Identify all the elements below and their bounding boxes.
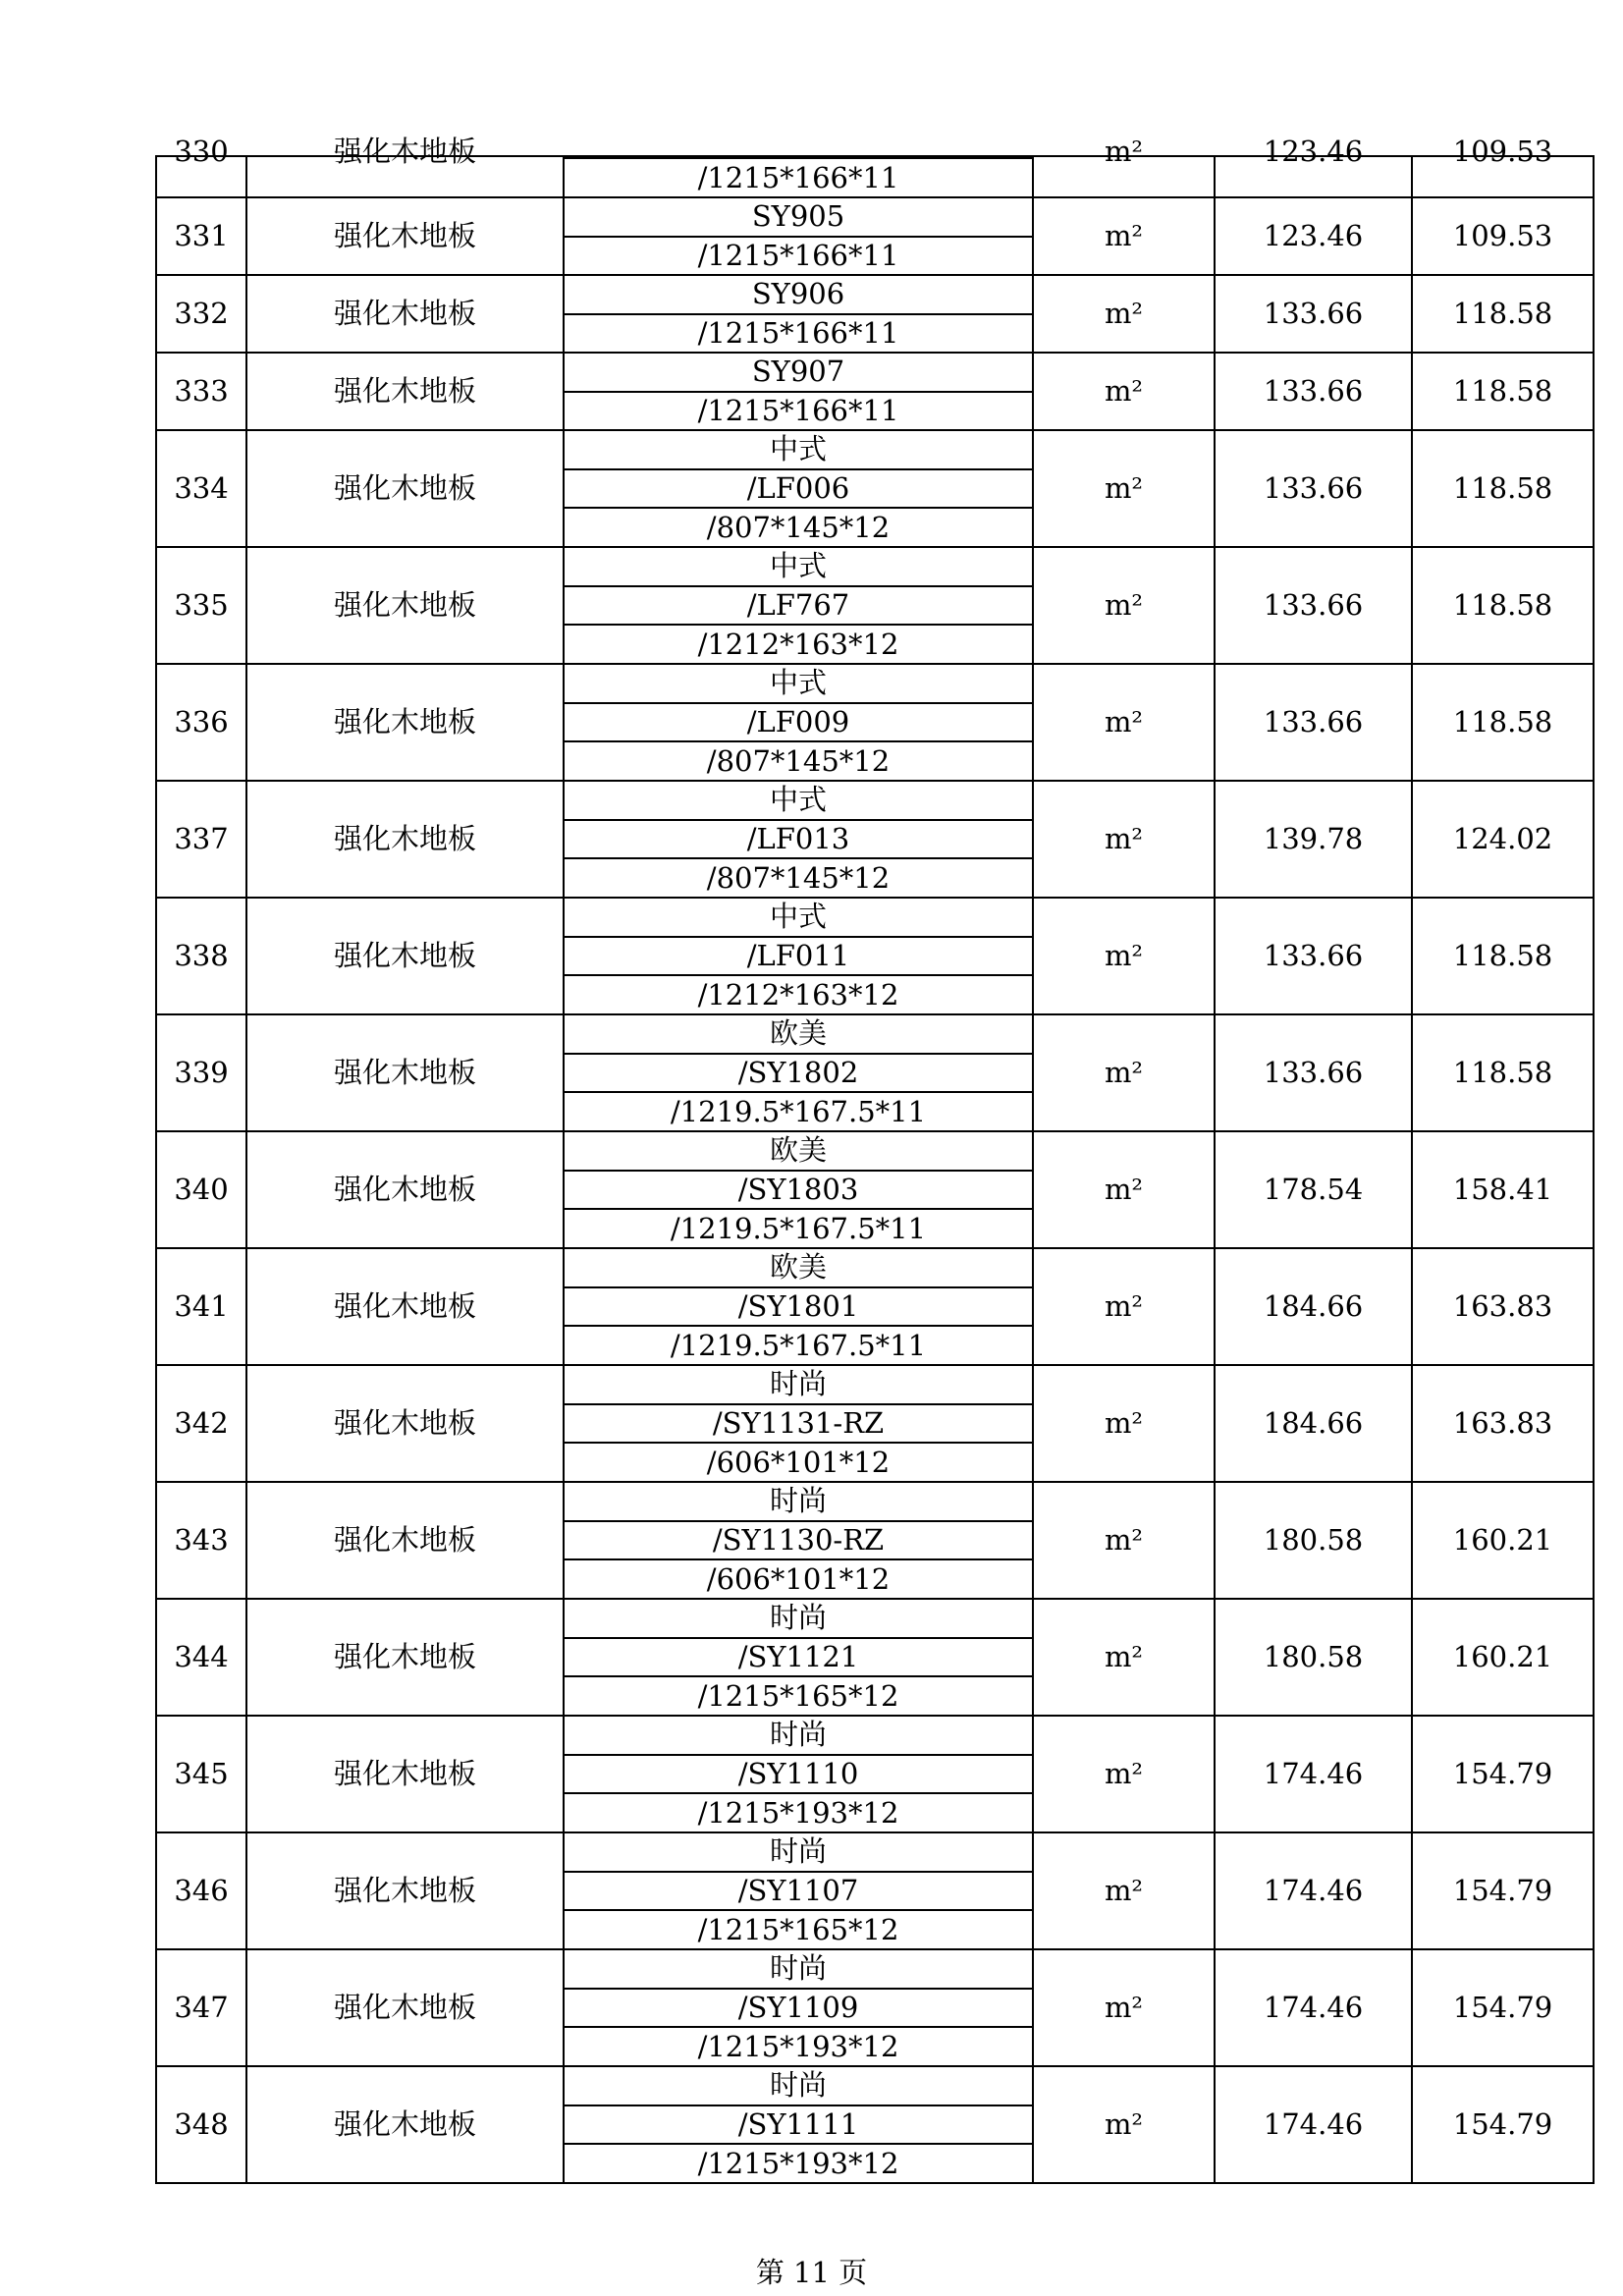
item-name: 强化木地板: [246, 1014, 564, 1131]
item-unit: m²: [1033, 275, 1215, 353]
price-column-1: 139.78: [1215, 781, 1412, 898]
item-unit-text: m²: [1104, 135, 1144, 168]
spec-line: 中式: [565, 431, 1032, 470]
price-column-2: 158.41: [1412, 1131, 1594, 1248]
price-column-2-text: 109.53: [1452, 135, 1553, 168]
item-spec: [564, 1716, 1033, 1832]
price-column-1: 184.66: [1215, 1248, 1412, 1365]
item-number: 337: [156, 781, 246, 898]
spec-line: 时尚: [565, 1717, 1032, 1756]
spec-line: /1215*166*11: [697, 160, 899, 194]
spec-line: /1215*165*12: [697, 1678, 899, 1713]
price-column-2: 154.79: [1412, 2066, 1594, 2183]
price-column-1: 133.66: [1215, 430, 1412, 547]
item-name: 强化木地板: [246, 2066, 564, 2183]
spec-line: 中式: [565, 782, 1032, 821]
item-number: 347: [156, 1949, 246, 2066]
item-unit: m²: [1033, 1599, 1215, 1716]
price-column-2: 124.02: [1412, 781, 1594, 898]
item-number: 334: [156, 430, 246, 547]
page-number: 第 11 页: [755, 2256, 868, 2289]
item-name: 强化木地板: [246, 1949, 564, 2066]
spec-line: 时尚: [565, 2067, 1032, 2106]
item-name: 强化木地板: [246, 898, 564, 1014]
item-number: 346: [156, 1832, 246, 1949]
price-column-2: [1412, 135, 1594, 197]
table-row: [156, 1832, 1594, 1949]
price-column-2: 163.83: [1412, 1248, 1594, 1365]
table-row: [156, 1248, 1594, 1365]
item-unit: m²: [1033, 1365, 1215, 1482]
item-number: 348: [156, 2066, 246, 2183]
item-unit: m²: [1033, 2066, 1215, 2183]
item-spec: [564, 430, 1033, 547]
table-row: [156, 1365, 1594, 1482]
price-column-1-text: 123.46: [1263, 135, 1364, 168]
spec-line: /807*145*12: [706, 510, 891, 544]
spec-line: /1215*166*11: [697, 238, 899, 272]
table-row: [156, 1599, 1594, 1716]
item-unit: m²: [1033, 1131, 1215, 1248]
spec-line: /606*101*12: [706, 1561, 891, 1596]
price-column-1: 133.66: [1215, 898, 1412, 1014]
price-column-1: 123.46: [1215, 197, 1412, 275]
item-spec: [564, 1014, 1033, 1131]
spec-line: 时尚: [565, 1483, 1032, 1522]
spec-line: /1212*163*12: [697, 627, 899, 661]
price-column-2: 118.58: [1412, 353, 1594, 430]
price-column-1: 133.66: [1215, 547, 1412, 664]
item-spec: [564, 1832, 1033, 1949]
item-name: 强化木地板: [246, 275, 564, 353]
item-unit: m²: [1033, 1248, 1215, 1365]
item-spec: [564, 1599, 1033, 1716]
item-name: 强化木地板: [246, 1365, 564, 1482]
item-unit: m²: [1033, 547, 1215, 664]
table-row: [156, 430, 1594, 547]
price-column-2: 118.58: [1412, 275, 1594, 353]
item-number-text: 330: [174, 135, 229, 168]
spec-line: /LF011: [565, 938, 1032, 977]
item-unit: m²: [1033, 197, 1215, 275]
spec-line: 中式: [565, 899, 1032, 938]
table-row: [156, 781, 1594, 898]
item-number: 332: [156, 275, 246, 353]
spec-line: /SY1801: [565, 1288, 1032, 1328]
spec-line: /1215*166*11: [697, 393, 899, 427]
spec-line: /SY1109: [565, 1990, 1032, 2029]
price-column-1: 174.46: [1215, 1716, 1412, 1832]
item-unit: m²: [1033, 1716, 1215, 1832]
item-unit: [1033, 135, 1215, 197]
spec-line: 欧美: [565, 1015, 1032, 1055]
spec-line: /1215*193*12: [697, 1795, 899, 1830]
spec-line: /LF013: [565, 821, 1032, 860]
price-column-2: 154.79: [1412, 1949, 1594, 2066]
item-name: 强化木地板: [246, 1131, 564, 1248]
spec-line: 中式: [565, 548, 1032, 587]
spec-line: 时尚: [565, 1600, 1032, 1639]
spec-line: 中式: [565, 665, 1032, 704]
item-name: 强化木地板: [246, 781, 564, 898]
table-row: [156, 1949, 1594, 2066]
item-number: 344: [156, 1599, 246, 1716]
item-number: 340: [156, 1131, 246, 1248]
item-number: 331: [156, 197, 246, 275]
table-row: [156, 197, 1594, 275]
item-name: 强化木地板: [246, 353, 564, 430]
price-column-2: 118.58: [1412, 430, 1594, 547]
spec-line: 欧美: [565, 1249, 1032, 1288]
item-unit: m²: [1033, 1949, 1215, 2066]
item-number: 345: [156, 1716, 246, 1832]
item-number: 338: [156, 898, 246, 1014]
spec-line: /LF767: [565, 587, 1032, 627]
table-row: [156, 547, 1594, 664]
item-spec: [564, 547, 1033, 664]
price-column-2: 154.79: [1412, 1716, 1594, 1832]
spec-line: /LF009: [565, 704, 1032, 743]
item-spec: [564, 1949, 1033, 2066]
spec-line: /SY1130-RZ: [565, 1522, 1032, 1561]
item-spec: [564, 781, 1033, 898]
spec-line: /807*145*12: [706, 860, 891, 895]
item-number: 343: [156, 1482, 246, 1599]
price-column-2: 163.83: [1412, 1365, 1594, 1482]
item-unit: m²: [1033, 1482, 1215, 1599]
spec-line: 欧美: [565, 1132, 1032, 1172]
price-table-body: [156, 135, 1594, 2183]
table-row: [156, 664, 1594, 781]
item-name: 强化木地板: [246, 1716, 564, 1832]
price-column-2: 154.79: [1412, 1832, 1594, 1949]
item-name: 强化木地板: [246, 547, 564, 664]
table-row: [156, 1716, 1594, 1832]
price-column-2: 118.58: [1412, 898, 1594, 1014]
item-number: 335: [156, 547, 246, 664]
price-column-1: 133.66: [1215, 353, 1412, 430]
price-column-1: [1215, 135, 1412, 197]
spec-line: /LF006: [565, 470, 1032, 510]
price-column-1: 133.66: [1215, 275, 1412, 353]
item-number: 342: [156, 1365, 246, 1482]
price-column-2: 118.58: [1412, 1014, 1594, 1131]
item-name: 强化木地板: [246, 1832, 564, 1949]
spec-line: /SY1111: [565, 2106, 1032, 2146]
item-unit: m²: [1033, 353, 1215, 430]
spec-line: /1215*193*12: [697, 2146, 899, 2180]
spec-line: SY906: [565, 276, 1032, 315]
item-spec: [564, 1248, 1033, 1365]
spec-line: SY907: [565, 354, 1032, 393]
price-column-2: 118.58: [1412, 664, 1594, 781]
spec-line: /SY1110: [565, 1756, 1032, 1795]
table-row: [156, 898, 1594, 1014]
item-name: 强化木地板: [246, 430, 564, 547]
item-unit: m²: [1033, 898, 1215, 1014]
price-column-1: 133.66: [1215, 1014, 1412, 1131]
price-column-1: 180.58: [1215, 1482, 1412, 1599]
price-column-1: 174.46: [1215, 1832, 1412, 1949]
spec-line: 时尚: [565, 1833, 1032, 1873]
price-column-2: 109.53: [1412, 197, 1594, 275]
price-table: [155, 135, 1595, 2184]
spec-line: /1215*165*12: [697, 1912, 899, 1946]
spec-line: /1219.5*167.5*11: [670, 1094, 927, 1128]
spec-line: /807*145*12: [706, 743, 891, 778]
item-unit: m²: [1033, 1832, 1215, 1949]
item-spec: [564, 353, 1033, 430]
spec-line: SY905: [565, 198, 1032, 238]
table-row: [156, 1482, 1594, 1599]
item-spec: [564, 197, 1033, 275]
item-spec: [564, 1482, 1033, 1599]
item-spec: [564, 898, 1033, 1014]
item-name: 强化木地板: [246, 664, 564, 781]
table-row: [156, 275, 1594, 353]
price-column-1: 184.66: [1215, 1365, 1412, 1482]
item-unit: m²: [1033, 430, 1215, 547]
item-spec: [564, 664, 1033, 781]
item-spec: [564, 1131, 1033, 1248]
item-number: 336: [156, 664, 246, 781]
table-row: [156, 1014, 1594, 1131]
item-spec: [564, 2066, 1033, 2183]
item-unit: m²: [1033, 781, 1215, 898]
spec-line: /1212*163*12: [697, 977, 899, 1011]
spec-line: 时尚: [565, 1950, 1032, 1990]
price-column-1: 178.54: [1215, 1131, 1412, 1248]
item-unit: m²: [1033, 664, 1215, 781]
item-name: [246, 135, 564, 197]
price-column-1: 174.46: [1215, 2066, 1412, 2183]
item-name: 强化木地板: [246, 197, 564, 275]
table-row: [156, 156, 1594, 197]
item-number: 333: [156, 353, 246, 430]
spec-line: /1215*166*11: [697, 315, 899, 350]
spec-line: /SY1802: [565, 1055, 1032, 1094]
spec-line: 时尚: [565, 1366, 1032, 1405]
item-spec: [564, 156, 1033, 197]
table-row: [156, 353, 1594, 430]
price-column-1: 133.66: [1215, 664, 1412, 781]
price-column-2: 160.21: [1412, 1482, 1594, 1599]
item-spec: [564, 1365, 1033, 1482]
spec-line: /1215*193*12: [697, 2029, 899, 2063]
spec-line: /SY1131-RZ: [565, 1405, 1032, 1445]
spec-line: /606*101*12: [706, 1445, 891, 1479]
item-name: 强化木地板: [246, 1482, 564, 1599]
price-column-1: 174.46: [1215, 1949, 1412, 2066]
spec-line: /SY1121: [565, 1639, 1032, 1678]
item-name: 强化木地板: [246, 1248, 564, 1365]
item-spec: [564, 275, 1033, 353]
item-number: 341: [156, 1248, 246, 1365]
price-column-2: 118.58: [1412, 547, 1594, 664]
table-row: [156, 1131, 1594, 1248]
spec-line: /SY1107: [565, 1873, 1032, 1912]
item-unit: m²: [1033, 1014, 1215, 1131]
item-number: [156, 135, 246, 197]
item-name: 强化木地板: [246, 1599, 564, 1716]
spec-line: /1219.5*167.5*11: [670, 1328, 927, 1362]
spec-line: /SY1803: [565, 1172, 1032, 1211]
table-row: [156, 2066, 1594, 2183]
spec-line: /1219.5*167.5*11: [670, 1211, 927, 1245]
price-column-1: 180.58: [1215, 1599, 1412, 1716]
item-name-text: 强化木地板: [333, 135, 476, 168]
price-column-2: 160.21: [1412, 1599, 1594, 1716]
item-number: 339: [156, 1014, 246, 1131]
